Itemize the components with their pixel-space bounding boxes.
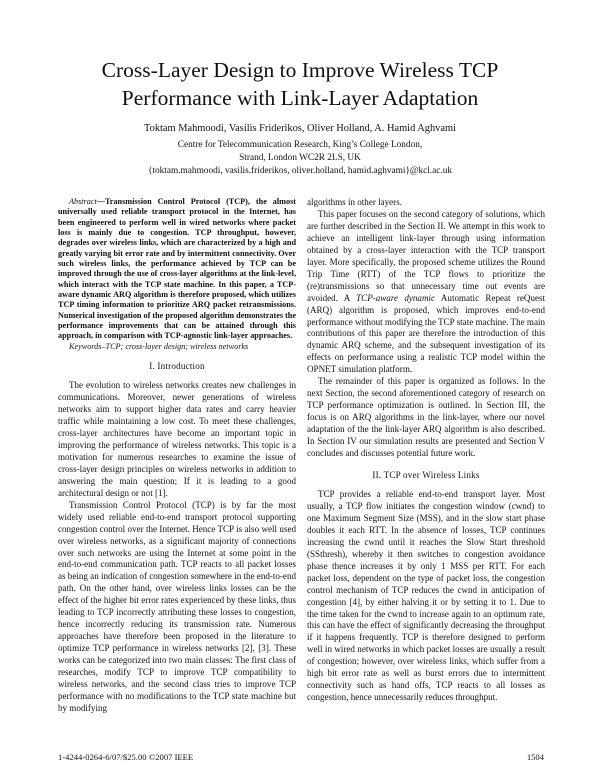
keywords: Keywords–TCP; cross-layer design; wireless networks [69, 341, 249, 351]
abstract-text: —Transmission Control Protocol (TCP), the almost universally used reliable transport protocol in the Internet, has been engineered to perform well in wired networks where packet loss is mainly due to congestion. TCP throughput, however, degrades over wireless links, which are characterized by a high and greatly varying bit error rate and by intermittent connectivity. Over such wireless links, the performance achieved by TCP can be improved through the use of cross-layer algorithms at the link-level, which interact with the TCP state machine. In this paper, a TCP-aware dynamic ARQ algorithm is therefore proposed, which utilizes TCP timing information to prioritize ARQ packet retransmissions. Numerical investigation of the proposed algorithm demonstrates the performance improvements that can be attained through this approach, in comparison with TCP-agnostic link-layer approaches. [58, 197, 296, 341]
intro-paragraph-3-emphasis: TCP-aware dynamic [356, 292, 436, 303]
intro-paragraph-4: The remainder of this paper is organized as follows. In the next Section, the second aforementioned category of research on TCP performance optimization is outlined. In Section III, the focus is on ARQ algorithms in the link-layer, where our novel adaptation of the the link-layer ARQ algorithm is also described. In Section IV our simulation results are presented and Section V concludes and discusses potential future work. [307, 376, 545, 459]
affiliation-emails: {toktam.mahmoodi, vasilis.friderikos, oliver.holland, hamid.aghvami}@kcl.ac.uk [147, 166, 453, 177]
intro-paragraph-2-continued: algorithms in other layers. [307, 197, 402, 207]
author-list: Toktam Mahmoodi, Vasilis Friderikos, Oliver Holland, A. Hamid Aghvami [144, 123, 456, 134]
copyright-footer: 1-4244-0264-6/07/$25.00 ©2007 IEEE [58, 752, 194, 762]
abstract-label: Abstract [69, 197, 97, 206]
section-heading-introduction: I. Introduction [149, 361, 205, 372]
abstract [58, 197, 296, 342]
affiliation-line-2: Strand, London WC2R 2LS, UK [239, 153, 361, 164]
left-column [58, 197, 296, 715]
page-number: 1504 [526, 752, 544, 762]
intro-paragraph-2: Transmission Control Protocol (TCP) is by far the most widely used reliable end-to-end transport protocol supporting congestion control over the Internet. Hence TCP is also well used over wireless networks, as a significant majority of connections over such networks are using the Internet at some point in the end-to-end communication path. TCP reacts to all packet losses as being an indication of congestion somewhere in the end-to-end path. On the other hand, over wireless links losses can be the effect of the higher bit error rates experienced by these links, thus leading to TCP incorrectly attributing these losses to congestion, hence incorrectly reducing its transmission rate. Numerous approaches have therefore been proposed in the literature to optimize TCP performance in wireless networks [2], [3]. These works can be categorized into two main classes: The first class of researches, modify TCP to improve TCP compatibility to wireless networks, and the second class tries to improve TCP performance with no modifications to the TCP state machine but by modifying [58, 499, 296, 713]
right-column [307, 197, 545, 704]
intro-paragraph-3-text: This paper focuses on the second category of solutions, which are further described in the Section II. We attempt in this work to achieve an intelligent link-layer through using information obtained by a cross-layer interaction with the TCP transport layer. More specifically, the proposed scheme utilizes the Round Trip Time (RTT) of the TCP flows to prioritize the (re)transmissions so that unnecessary time out events are avoided. A [307, 208, 545, 303]
affiliation [40, 139, 560, 179]
affiliation-line-1: Centre for Telecommunication Research, King’s College London, [177, 140, 423, 150]
intro-paragraph-3 [307, 209, 545, 376]
title-line-1: Cross-Layer Design to Improve Wireless TCP [101, 58, 499, 82]
title-line-2: Performance with Link-Layer Adaptation [121, 86, 479, 110]
intro-paragraph-3-rest: Automatic Repeat reQuest (ARQ) algorithm is proposed, which improves end-to-end performance without modifying the TCP state machine. The main contributions of this paper are therefore the introduction of this dynamic ARQ scheme, and the subsequent investigation of its effects on performance using a realistic TCP model within the OPNET simulation platform. [307, 292, 546, 375]
intro-paragraph-1: The evolution to wireless networks creates new challenges in communications. Moreover, newer generations of wireless networks aim to support higher data rates and carry heavier traffic while maintaining a low cost. To meet these challenges, cross-layer architectures have become an important topic in improving the performance of wireless networks. This topic is a motivation for numerous researches to examine the issue of cross-layer design principles on wireless networks in addition to answering the main question; If it is leading to a good architectural design or not [1]. [58, 380, 296, 498]
section-heading-tcp-over-wireless: II. TCP over Wireless Links [372, 469, 480, 480]
paper-title [40, 56, 560, 112]
section2-paragraph-1: TCP provides a reliable end-to-end transport layer. Most usually, a TCP flow initiates the congestion window (cwnd) to one Maximum Segment Size (MSS), and in the slow start phase doubles it each RTT. In the absence of losses, TCP continues increasing the cwnd until it reaches the Slow Start threshold (SSthresh), whereby it then switches to congestion avoidance phase thence increases it by only 1 MSS per RTT. For each packet loss, dependent on the type of packet loss, the congestion control mechanism of TCP reduces the cwnd in anticipation of congestion [4], by either halving it or by setting it to 1. Due to the time taken for the cwnd to increase again to an optimum rate, this can have the effect of significantly decreasing the throughput if it happens frequently. TCP is therefore designed to perform well in wired networks in which packet losses are usually a result of congestion; however, over wireless links, which suffer from a high bit error rate as well as burst errors due to intermittent connectivity such as hand offs, TCP reacts to all losses as congestion, hence unnecessarily reduces throughput. [307, 488, 545, 703]
